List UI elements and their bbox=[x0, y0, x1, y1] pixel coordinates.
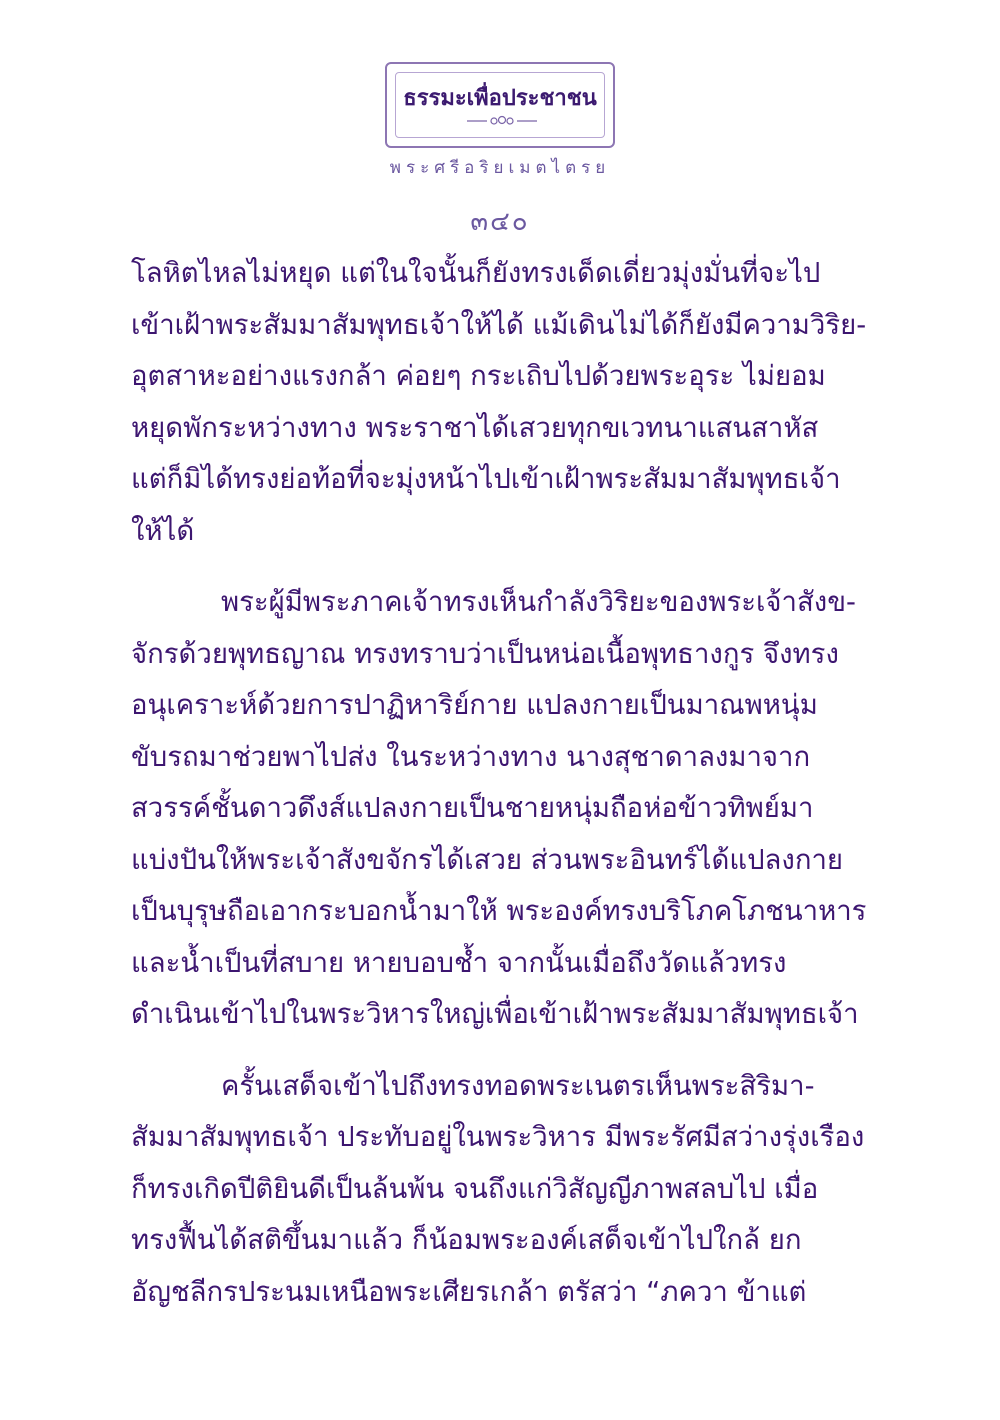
text-line: สัมมาสัมพุทธเจ้า ประทับอยู่ในพระวิหาร มีพระรัศมีสว่างรุ่งเรือง bbox=[131, 1121, 865, 1153]
page-header bbox=[0, 62, 1000, 242]
text-line: ให้ได้ bbox=[131, 514, 195, 547]
text-line: โลหิตไหลไม่หยุด แต่ในใจนั้นก็ยังทรงเด็ดเดี่ยวมุ่งมั่นที่จะไป bbox=[131, 257, 821, 289]
paragraph-1 bbox=[131, 248, 867, 557]
book-title-logo bbox=[385, 62, 615, 148]
text-line: พระผู้มีพระภาคเจ้าทรงเห็นกำลังวิริยะของพระเจ้าสังข- bbox=[221, 586, 856, 618]
text-line: อัญชลีกรประนมเหนือพระเศียรเกล้า ตรัสว่า “ภควา ข้าแต่ bbox=[131, 1275, 807, 1308]
text-line: สวรรค์ชั้นดาวดึงส์แปลงกายเป็นชายหนุ่มถือห่อข้าวทิพย์มา bbox=[131, 792, 814, 824]
text-line: และน้ำเป็นที่สบาย หายบอบช้ำ จากนั้นเมื่อถึงวัดแล้วทรง bbox=[131, 946, 787, 979]
book-title: ธรรมะเพื่อประชาชน bbox=[403, 85, 597, 111]
text-line: หยุดพักระหว่างทาง พระราชาได้เสวยทุกขเวทนาแสนสาหัส bbox=[131, 411, 819, 444]
text-line: ทรงฟื้นได้สติขึ้นมาแล้ว ก็น้อมพระองค์เสด็จเข้าไปใกล้ ยก bbox=[131, 1224, 802, 1256]
text-line: แบ่งปันให้พระเจ้าสังขจักรได้เสวย ส่วนพระอินทร์ได้แปลงกาย bbox=[131, 843, 844, 876]
text-line: เข้าเฝ้าพระสัมมาสัมพุทธเจ้าให้ได้ แม้เดินไม่ได้ก็ยังมีความวิริย- bbox=[131, 308, 867, 341]
book-subtitle: พระศรีอริยเมตไตรย bbox=[389, 158, 611, 178]
text-line: เป็นบุรุษถือเอากระบอกน้ำมาให้ พระองค์ทรงบริโภคโภชนาหาร bbox=[131, 895, 867, 927]
text-line: อุตสาหะอย่างแรงกล้า ค่อยๆ กระเถิบไปด้วยพระอุระ ไม่ยอม bbox=[131, 360, 826, 392]
paragraph-2 bbox=[131, 577, 867, 1041]
text-line: ดำเนินเข้าไปในพระวิหารใหญ่เพื่อเข้าเฝ้าพระสัมมาสัมพุทธเจ้า bbox=[131, 998, 859, 1030]
text-line: แต่ก็มิได้ทรงย่อท้อที่จะมุ่งหน้าไปเข้าเฝ้าพระสัมมาสัมพุทธเจ้า bbox=[131, 463, 841, 495]
text-line: อนุเคราะห์ด้วยการปาฏิหาริย์กาย แปลงกายเป็นมาณพหนุ่ม bbox=[131, 689, 818, 721]
text-line: จักรด้วยพุทธญาณ ทรงทราบว่าเป็นหน่อเนื้อพุทธางกูร จึงทรง bbox=[131, 637, 839, 670]
flourish-ornament-icon bbox=[387, 114, 617, 128]
text-line: ขับรถมาช่วยพาไปส่ง ในระหว่างทาง นางสุชาดาลงมาจาก bbox=[131, 740, 811, 773]
text-line: ก็ทรงเกิดปีติยินดีเป็นล้นพ้น จนถึงแก่วิสัญญีภาพสลบไป เมื่อ bbox=[131, 1172, 819, 1205]
text-line: ครั้นเสด็จเข้าไปถึงทรงทอดพระเนตรเห็นพระสิริมา- bbox=[221, 1069, 815, 1102]
body-text bbox=[131, 248, 867, 1318]
page-number: ๓๔๐ bbox=[470, 207, 530, 237]
paragraph-3 bbox=[131, 1061, 865, 1319]
